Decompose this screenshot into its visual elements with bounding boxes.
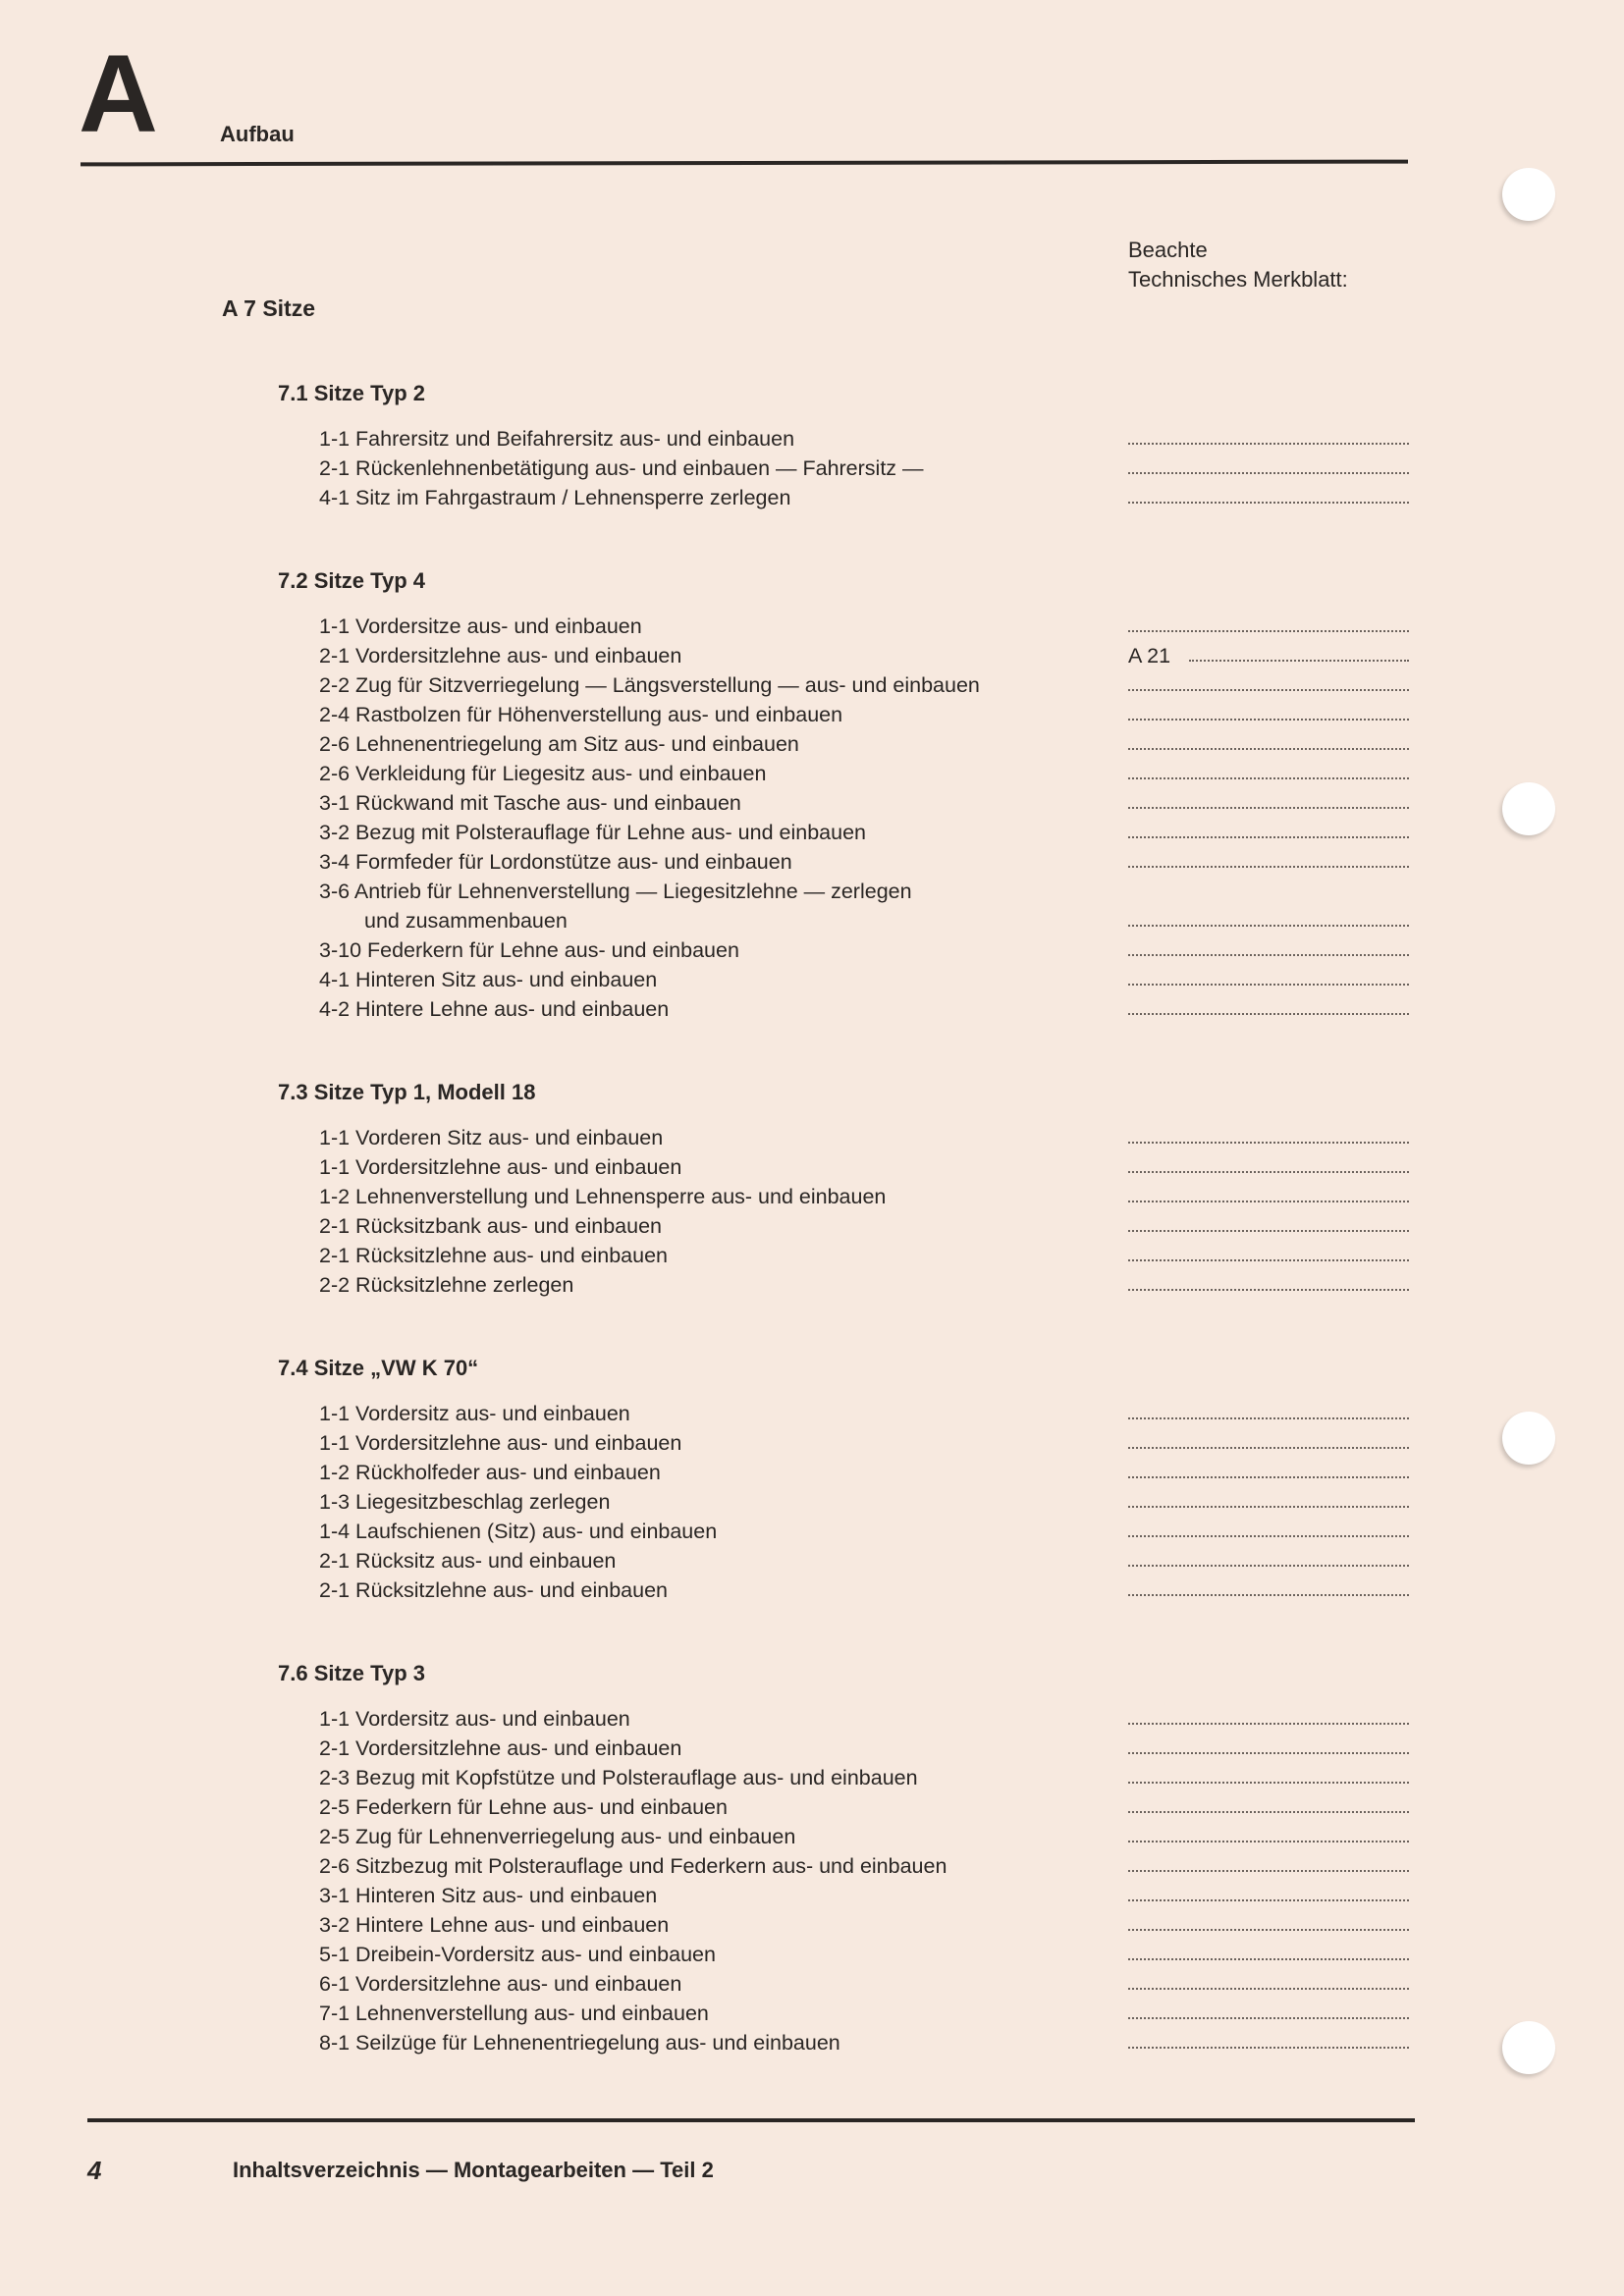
- item-text: 2-4 Rastbolzen für Höhenverstellung aus- und einbauen: [319, 703, 843, 726]
- list-item: [278, 847, 1417, 877]
- dotted-reference-line: [1128, 1811, 1409, 1813]
- subsection-heading: 7.3 Sitze Typ 1, Modell 18: [278, 1080, 536, 1104]
- item-text: 2-2 Rücksitzlehne zerlegen: [319, 1273, 574, 1297]
- item-text: 2-1 Rückenlehnenbetätigung aus- und einbauen — Fahrersitz —: [319, 456, 924, 480]
- list-item: [278, 454, 1417, 483]
- item-text: 4-2 Hintere Lehne aus- und einbauen: [319, 997, 670, 1021]
- list-item: [278, 1999, 1417, 2028]
- item-text: 1-1 Fahrersitz und Beifahrersitz aus- und einbauen: [319, 427, 795, 451]
- punch-hole: [1502, 782, 1555, 835]
- dotted-reference-line: [1128, 443, 1409, 445]
- list-item: [278, 759, 1417, 788]
- dotted-reference-line: [1128, 2047, 1409, 2049]
- dotted-reference-line: [1128, 689, 1409, 691]
- punch-hole: [1502, 2021, 1555, 2074]
- item-text: 3-6 Antrieb für Lehnenverstellung — Liegesitzlehne — zerlegen: [319, 880, 912, 903]
- item-text: 1-2 Rückholfeder aus- und einbauen: [319, 1461, 661, 1484]
- list-item: [278, 877, 1417, 906]
- dotted-reference-line: [1128, 1447, 1409, 1449]
- footer-rule: [87, 2118, 1415, 2122]
- list-item: [278, 1546, 1417, 1575]
- item-text: 2-1 Rücksitzbank aus- und einbauen: [319, 1214, 662, 1238]
- subsection-heading: 7.6 Sitze Typ 3: [278, 1661, 425, 1685]
- list-item: [278, 1881, 1417, 1910]
- item-text: 2-1 Rücksitzlehne aus- und einbauen: [319, 1244, 668, 1267]
- dotted-reference-line: [1128, 1594, 1409, 1596]
- dotted-reference-line: [1128, 1752, 1409, 1754]
- dotted-reference-line: [1128, 984, 1409, 986]
- item-text: 1-1 Vordersitze aus- und einbauen: [319, 614, 642, 638]
- list-item: [278, 424, 1417, 454]
- section-title: A 7 Sitze: [222, 295, 316, 321]
- list-item: [278, 1428, 1417, 1458]
- item-text: 8-1 Seilzüge für Lehnenentriegelung aus- und einbauen: [319, 2031, 840, 2055]
- list-item: [278, 1969, 1417, 1999]
- list-item: [278, 1822, 1417, 1851]
- dotted-reference-line: [1128, 1535, 1409, 1537]
- dotted-reference-line: [1128, 630, 1409, 632]
- list-item: [278, 1123, 1417, 1152]
- item-text: 7-1 Lehnenverstellung aus- und einbauen: [319, 2002, 709, 2025]
- list-item: [278, 1211, 1417, 1241]
- item-text: 1-4 Laufschienen (Sitz) aus- und einbauen: [319, 1520, 718, 1543]
- list-item: [278, 1910, 1417, 1940]
- dotted-reference-line: [1128, 836, 1409, 838]
- item-text: 5-1 Dreibein-Vordersitz aus- und einbauen: [319, 1943, 716, 1966]
- merkblatt-note: [1128, 236, 1348, 294]
- dotted-reference-line: [1128, 1289, 1409, 1291]
- item-text: 2-1 Vordersitzlehne aus- und einbauen: [319, 1736, 682, 1760]
- dotted-reference-line: [1128, 1841, 1409, 1842]
- list-item: [278, 729, 1417, 759]
- list-item: [278, 935, 1417, 965]
- item-text: 2-6 Verkleidung für Liegesitz aus- und einbauen: [319, 762, 767, 785]
- dotted-reference-line: [1128, 748, 1409, 750]
- dotted-reference-line: [1128, 1958, 1409, 1960]
- list-item: [278, 700, 1417, 729]
- chapter-title: Aufbau: [220, 122, 295, 146]
- page-number: 4: [87, 2156, 102, 2185]
- item-text: 1-1 Vordersitzlehne aus- und einbauen: [319, 1155, 682, 1179]
- merkblatt-reference: A 21: [1128, 644, 1171, 667]
- list-item: [278, 1517, 1417, 1546]
- dotted-reference-line: [1128, 1417, 1409, 1419]
- dotted-reference-line: [1128, 1142, 1409, 1144]
- item-text: 3-4 Formfeder für Lordonstütze aus- und einbauen: [319, 850, 792, 874]
- dotted-reference-line: [1128, 1259, 1409, 1261]
- list-item: [278, 818, 1417, 847]
- item-text: 2-2 Zug für Sitzverriegelung — Längsverstellung — aus- und einbauen: [319, 673, 980, 697]
- dotted-reference-line: [1128, 1171, 1409, 1173]
- item-text: 2-1 Rücksitzlehne aus- und einbauen: [319, 1578, 668, 1602]
- contents-section: [278, 1078, 1417, 1300]
- item-text: 3-2 Hintere Lehne aus- und einbauen: [319, 1913, 670, 1937]
- dotted-reference-line: [1128, 866, 1409, 868]
- list-item: [278, 1487, 1417, 1517]
- dotted-reference-line: [1128, 1201, 1409, 1202]
- dotted-reference-line: [1128, 1230, 1409, 1232]
- subsection-heading: 7.2 Sitze Typ 4: [278, 568, 425, 593]
- item-text: 2-1 Rücksitz aus- und einbauen: [319, 1549, 617, 1573]
- item-text: 3-1 Rückwand mit Tasche aus- und einbauen: [319, 791, 741, 815]
- item-text-continuation: und zusammenbauen: [364, 909, 568, 933]
- dotted-reference-line: [1128, 1929, 1409, 1931]
- dotted-reference-line: [1128, 777, 1409, 779]
- item-text: 2-1 Vordersitzlehne aus- und einbauen: [319, 644, 682, 667]
- subsection-heading: 7.4 Sitze „VW K 70“: [278, 1356, 479, 1380]
- contents-section: [278, 379, 1417, 512]
- item-text: 4-1 Sitz im Fahrgastraum / Lehnensperre zerlegen: [319, 486, 791, 509]
- list-item: [278, 670, 1417, 700]
- punch-hole: [1502, 1412, 1555, 1465]
- dotted-reference-line: [1128, 1476, 1409, 1478]
- item-text: 2-5 Federkern für Lehne aus- und einbauen: [319, 1795, 728, 1819]
- list-item: [278, 1575, 1417, 1605]
- dotted-reference-line: [1128, 1013, 1409, 1015]
- item-text: 2-5 Zug für Lehnenverriegelung aus- und einbauen: [319, 1825, 796, 1848]
- list-item: [278, 1734, 1417, 1763]
- item-text: 1-1 Vordersitz aus- und einbauen: [319, 1402, 630, 1425]
- list-item: [278, 1152, 1417, 1182]
- item-text: 2-6 Sitzbezug mit Polsterauflage und Federkern aus- und einbauen: [319, 1854, 947, 1878]
- item-text: 3-10 Federkern für Lehne aus- und einbauen: [319, 938, 739, 962]
- list-item: [278, 1851, 1417, 1881]
- dotted-reference-line: [1128, 954, 1409, 956]
- item-text: 1-1 Vordersitzlehne aus- und einbauen: [319, 1431, 682, 1455]
- list-item: [278, 1399, 1417, 1428]
- contents-list: [278, 379, 1417, 2111]
- item-text: 1-3 Liegesitzbeschlag zerlegen: [319, 1490, 611, 1514]
- item-text: 3-1 Hinteren Sitz aus- und einbauen: [319, 1884, 658, 1907]
- list-item: [278, 1940, 1417, 1969]
- list-item: [278, 994, 1417, 1024]
- dotted-reference-line: [1128, 472, 1409, 474]
- list-item: [278, 1704, 1417, 1734]
- dotted-reference-line: [1128, 502, 1409, 504]
- note-line-2: Technisches Merkblatt:: [1128, 267, 1348, 292]
- dotted-reference-line: [1128, 1506, 1409, 1508]
- item-text: 4-1 Hinteren Sitz aus- und einbauen: [319, 968, 658, 991]
- list-item: [278, 483, 1417, 512]
- list-item: [278, 1763, 1417, 1792]
- list-item: [278, 641, 1417, 670]
- dotted-reference-line: [1128, 925, 1409, 927]
- list-item: [278, 1241, 1417, 1270]
- punch-hole: [1502, 168, 1555, 221]
- subsection-heading: 7.1 Sitze Typ 2: [278, 381, 425, 405]
- dotted-reference-line: [1128, 1899, 1409, 1901]
- list-item: [278, 1270, 1417, 1300]
- dotted-reference-line: [1128, 2017, 1409, 2019]
- list-item: [278, 612, 1417, 641]
- item-text: 2-6 Lehnenentriegelung am Sitz aus- und einbauen: [319, 732, 799, 756]
- item-text: 1-1 Vordersitz aus- und einbauen: [319, 1707, 630, 1731]
- note-line-1: Beachte: [1128, 238, 1208, 262]
- list-item: [278, 1182, 1417, 1211]
- list-item: [278, 1458, 1417, 1487]
- contents-section: [278, 1659, 1417, 2057]
- dotted-reference-line: [1128, 807, 1409, 809]
- item-text: 2-3 Bezug mit Kopfstütze und Polsterauflage aus- und einbauen: [319, 1766, 918, 1789]
- list-item: [278, 788, 1417, 818]
- dotted-reference-line: [1128, 1988, 1409, 1990]
- list-item: [278, 1792, 1417, 1822]
- item-text: 3-2 Bezug mit Polsterauflage für Lehne aus- und einbauen: [319, 821, 866, 844]
- item-text: 1-1 Vorderen Sitz aus- und einbauen: [319, 1126, 664, 1149]
- dotted-reference-line: [1128, 1782, 1409, 1784]
- dotted-reference-line: [1128, 1723, 1409, 1725]
- dotted-reference-line: [1128, 1870, 1409, 1872]
- contents-section: [278, 566, 1417, 1024]
- dotted-reference-line: [1189, 660, 1409, 662]
- header-rule: [81, 160, 1408, 167]
- footer-title: Inhaltsverzeichnis — Montagearbeiten — Teil 2: [233, 2158, 714, 2182]
- item-text: 6-1 Vordersitzlehne aus- und einbauen: [319, 1972, 682, 1996]
- dotted-reference-line: [1128, 1565, 1409, 1567]
- dotted-reference-line: [1128, 719, 1409, 721]
- chapter-letter: A: [79, 32, 158, 155]
- list-item: [278, 965, 1417, 994]
- contents-section: [278, 1354, 1417, 1605]
- item-text: 1-2 Lehnenverstellung und Lehnensperre aus- und einbauen: [319, 1185, 887, 1208]
- list-item: [278, 2028, 1417, 2057]
- list-item-continuation: [278, 906, 1417, 935]
